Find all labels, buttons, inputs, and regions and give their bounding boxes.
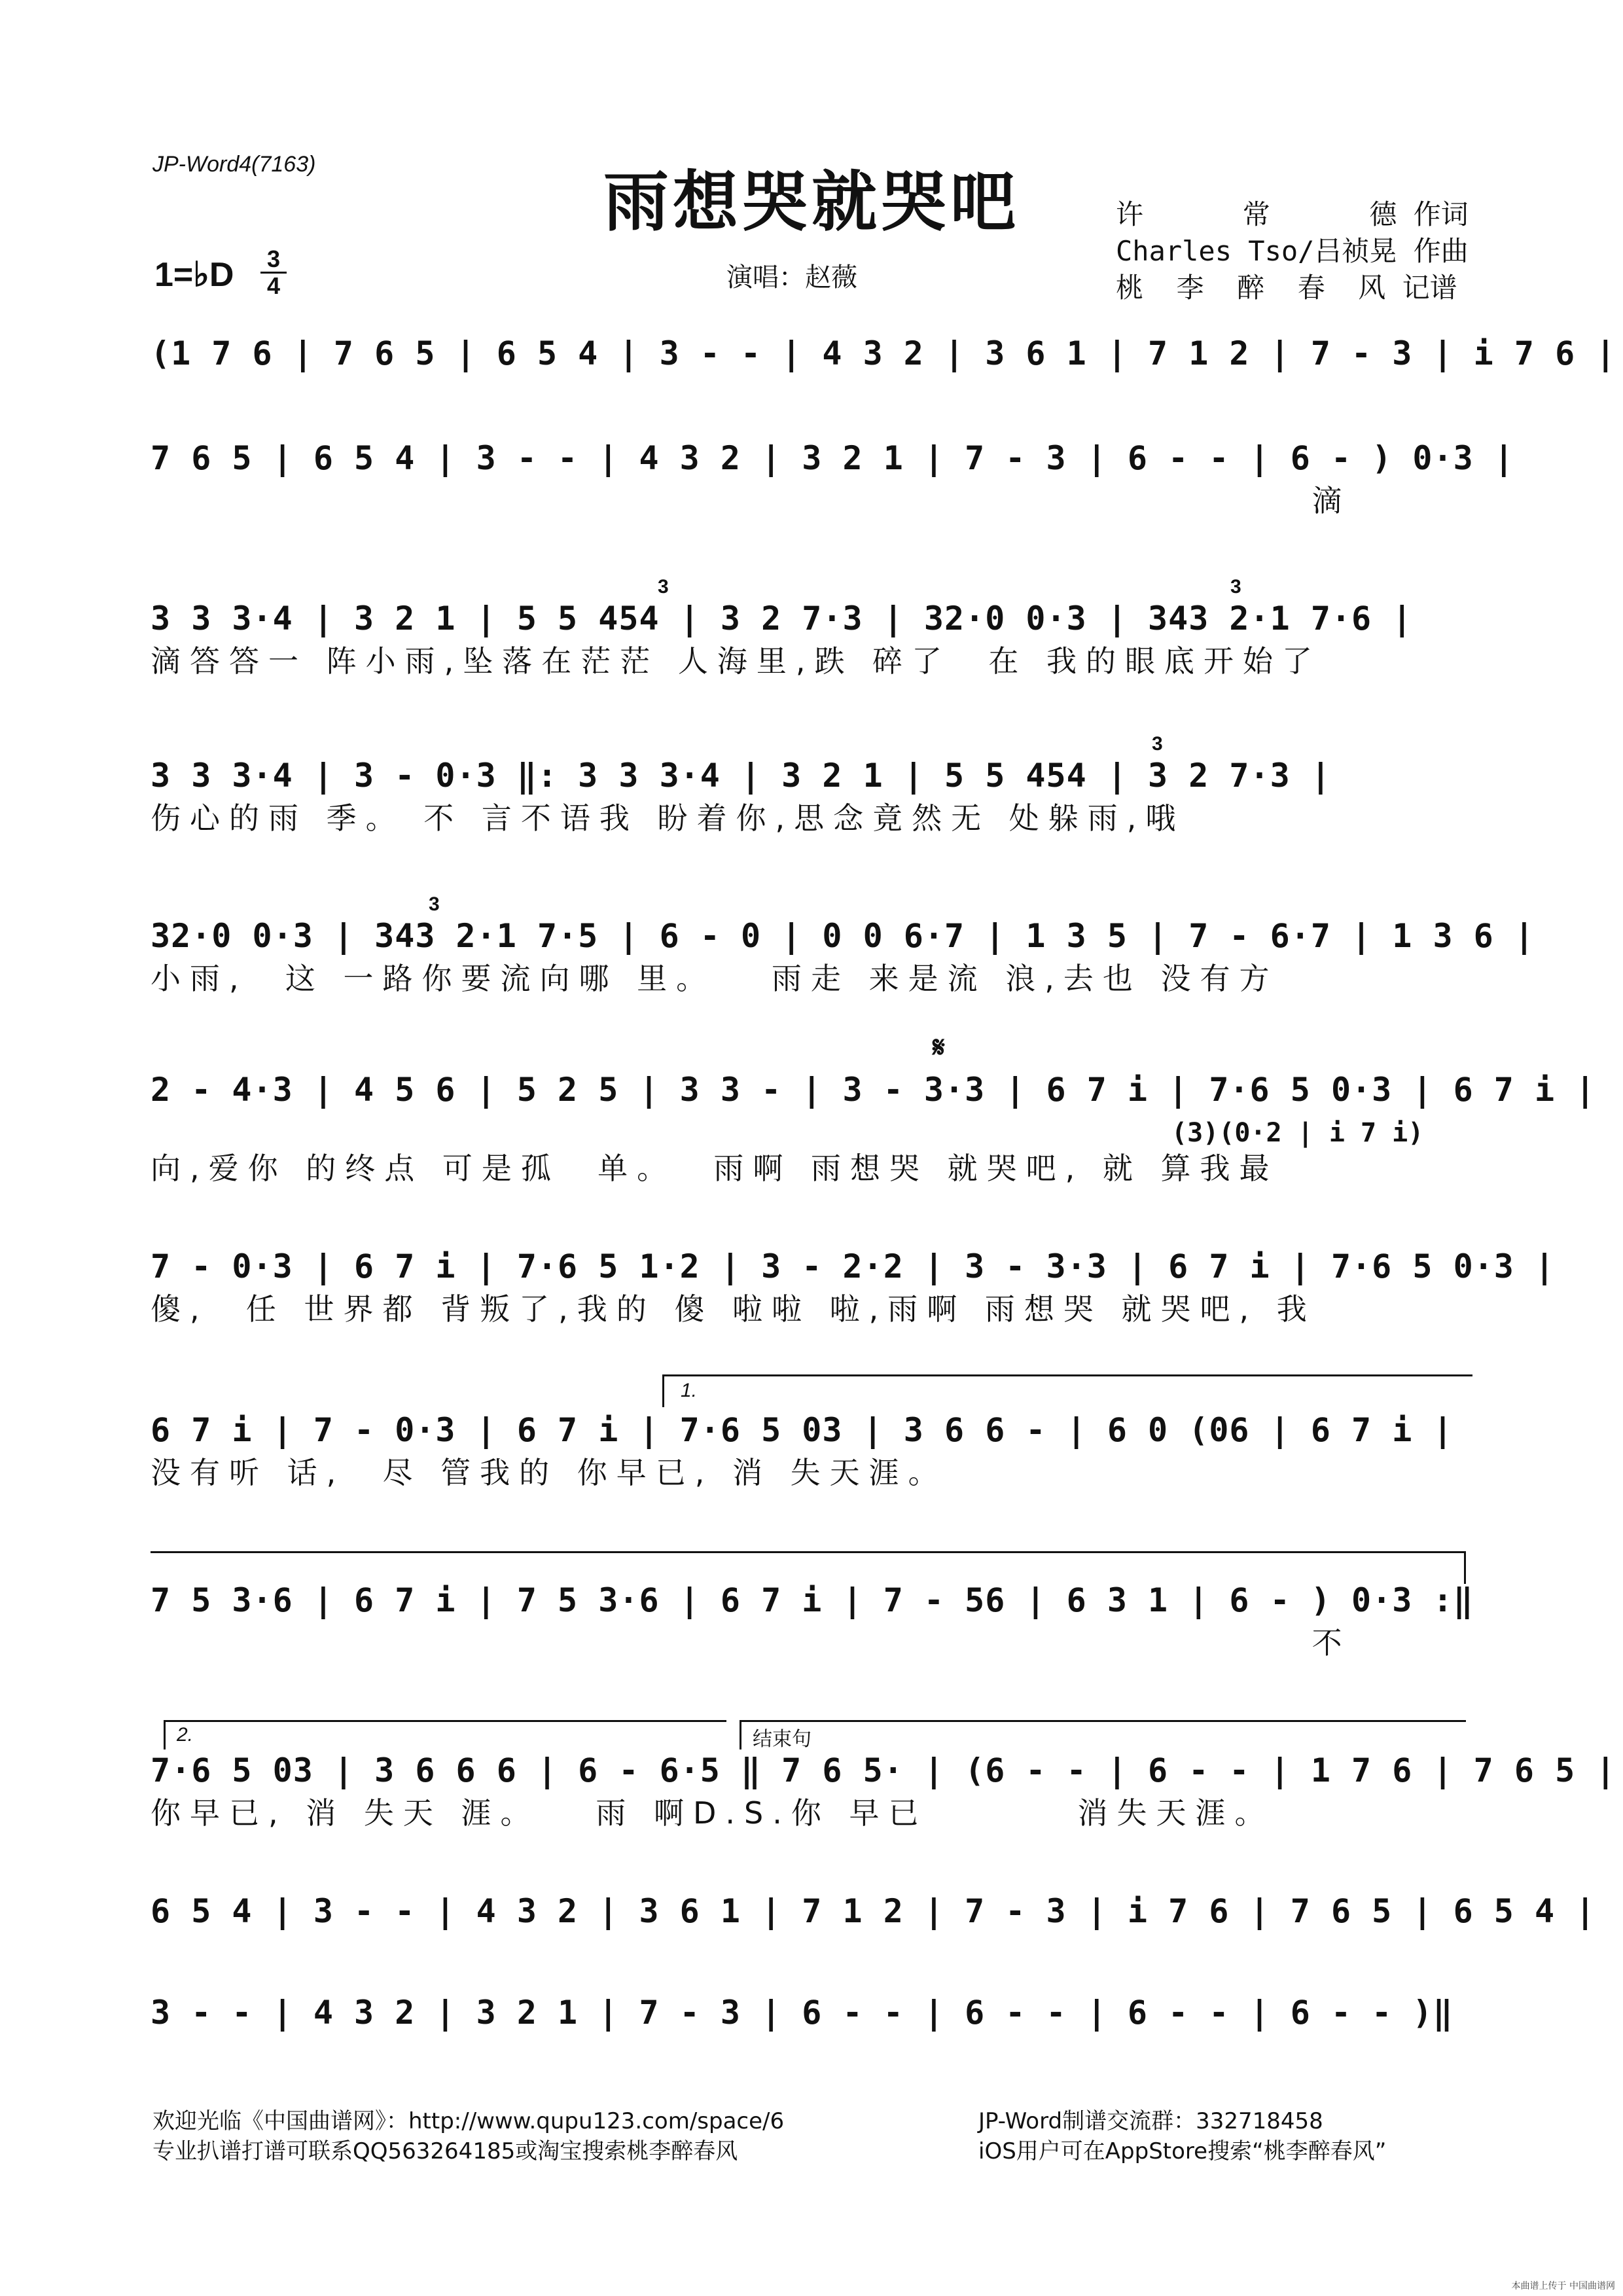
score-line-2	[151, 435, 1514, 520]
notes: 3 3 3·4 | 3 2 1 | 5 5 454 | 3 2 7·3 | 32·0 0·3 | 343 2·1 7·6 |	[151, 600, 1413, 637]
segno-icon: 𝄋	[933, 1031, 945, 1064]
score-line-8	[151, 1407, 1472, 1492]
triplet-mark: 3	[1230, 576, 1241, 598]
ending-1-hook	[662, 1374, 664, 1407]
lyric: 向,爱你 的终点 可是孤 单。 雨啊 雨想哭 就哭吧, 就 算我最	[151, 1151, 1279, 1186]
score-line-12	[151, 1990, 1472, 2036]
score-line-3	[151, 596, 1472, 681]
notes: 7 6 5 | 6 5 4 | 3 - - | 4 3 2 | 3 2 1 | 7 - 3 | 6 - - | 6 - ) 0·3 |	[151, 439, 1514, 477]
footer-site-link[interactable]: 欢迎光临《中国曲谱网》：http://www.qupu123.com/space/6	[152, 2108, 785, 2134]
lyric: 没有听 话, 尽 管我的 你早已, 消 失天涯。	[151, 1455, 948, 1490]
credits	[1116, 196, 1469, 306]
software-tag: JP-Word4(7163)	[152, 152, 316, 177]
lyric	[151, 376, 1472, 416]
lyricist-credit: 许 常 德 作词	[1116, 198, 1469, 230]
lyric: 滴	[151, 483, 1351, 518]
footer-left	[152, 2106, 784, 2166]
footer-ios: iOS用户可在AppStore搜索“桃李醉春风”	[978, 2138, 1387, 2164]
lyric: 傻, 任 世界都 背叛了,我的 傻 啦啦 啦,雨啊 雨想哭 就哭吧, 我	[151, 1291, 1316, 1327]
lyric: 滴答答一 阵小雨,坠落在茫茫 人海里,跌 碎了 在 我的眼底开始了	[151, 643, 1321, 679]
coda-bracket	[740, 1720, 1466, 1722]
triplet-mark: 3	[429, 893, 440, 915]
ending-2-hook	[164, 1720, 166, 1749]
ending-2-bracket	[164, 1720, 726, 1722]
meter-top: 3	[266, 245, 281, 272]
score-line-1	[151, 331, 1616, 416]
song-title: 雨想哭就哭吧	[603, 164, 1020, 240]
ending-1-bracket	[662, 1374, 1472, 1376]
triplet-mark: 3	[658, 576, 669, 598]
notes: 3 3 3·4 | 3 - 0·3 ‖: 3 3 3·4 | 3 2 1 | 5 5 454 | 3 2 7·3 |	[151, 757, 1331, 795]
lyric: 小雨, 这 一路你要流向哪 里。 雨走 来是流 浪,去也 没有方	[151, 961, 1279, 996]
score-line-10	[151, 1748, 1616, 1833]
ending-1-label: 1.	[681, 1380, 698, 1401]
coda-hook	[740, 1720, 741, 1749]
coda-label: 结束句	[753, 1728, 812, 1751]
footer-contact: 专业扒谱打谱可联系QQ563264185或淘宝搜索桃李醉春风	[152, 2138, 738, 2164]
notes: 7 - 0·3 | 6 7 i | 7·6 5 1·2 | 3 - 2·2 | 3 - 3·3 | 6 7 i | 7·6 5 0·3 |	[151, 1247, 1556, 1285]
score-line-4	[151, 753, 1472, 838]
notes: 7·6 5 03 | 3 6 6 6 | 6 - 6·5 ‖ 7 6 5· | (6 - - | 6 - - | 1 7 6 | 7 6 5 |	[151, 1751, 1616, 1789]
notes: 3 - - | 4 3 2 | 3 2 1 | 7 - 3 | 6 - - | 6 - - | 6 - - | 6 - - )‖	[151, 1994, 1454, 2032]
time-signature	[260, 247, 287, 298]
key-signature: 1=♭D	[154, 256, 234, 294]
footer-right	[978, 2106, 1386, 2166]
transcriber-credit: 桃 李 醉 春 风 记谱	[1116, 272, 1457, 304]
ending-1-bracket-cont	[151, 1551, 1466, 1553]
composer-credit: Charles Tso/吕祯晃 作曲	[1116, 235, 1469, 267]
singer-credit: 演唱：赵薇	[726, 262, 857, 293]
meter-bottom: 4	[266, 272, 281, 299]
lyric: 你早已, 消 失天 涯。 雨 啊D.S.你 早已 消失天涯。	[151, 1795, 1274, 1831]
notes: 7 5 3·6 | 6 7 i | 7 5 3·6 | 6 7 i | 7 - 56 | 6 3 1 | 6 - ) 0·3 :‖	[151, 1581, 1474, 1619]
score-line-9	[151, 1577, 1472, 1662]
notes: 6 7 i | 7 - 0·3 | 6 7 i | 7·6 5 03 | 3 6 6 - | 6 0 (06 | 6 7 i |	[151, 1411, 1454, 1449]
lyric: 不	[151, 1625, 1351, 1660]
corner-watermark: 本曲谱上传于 中国曲谱网	[1511, 2281, 1615, 2291]
triplet-mark: 3	[1152, 733, 1163, 755]
notes: 6 5 4 | 3 - - | 4 3 2 | 3 6 1 | 7 1 2 | 7 - 3 | i 7 6 | 7 6 5 | 6 5 4 |	[151, 1892, 1596, 1930]
notes: 32·0 0·3 | 343 2·1 7·5 | 6 - 0 | 0 0 6·7 | 1 3 5 | 7 - 6·7 | 1 3 6 |	[151, 917, 1535, 955]
score-line-7	[151, 1244, 1556, 1329]
lyric: 伤心的雨 季。 不 言不语我 盼着你,思念竟然无 处躲雨,哦	[151, 800, 1185, 836]
notes: (1 7 6 | 7 6 5 | 6 5 4 | 3 - - | 4 3 2 | 3 6 1 | 7 1 2 | 7 - 3 | i 7 6 |	[151, 334, 1616, 372]
footer-group: JP-Word制谱交流群：332718458	[978, 2108, 1323, 2134]
score-line-11	[151, 1888, 1596, 1934]
alt-notes: (3)(0·2 | i 7 i)	[1171, 1118, 1424, 1148]
notes: 2 - 4·3 | 4 5 6 | 5 2 5 | 3 3 - | 3 - 3·3 | 6 7 i | 7·6 5 0·3 | 6 7 i |	[151, 1071, 1596, 1109]
score-line-5	[151, 913, 1535, 998]
ending-2-label: 2.	[177, 1724, 194, 1746]
